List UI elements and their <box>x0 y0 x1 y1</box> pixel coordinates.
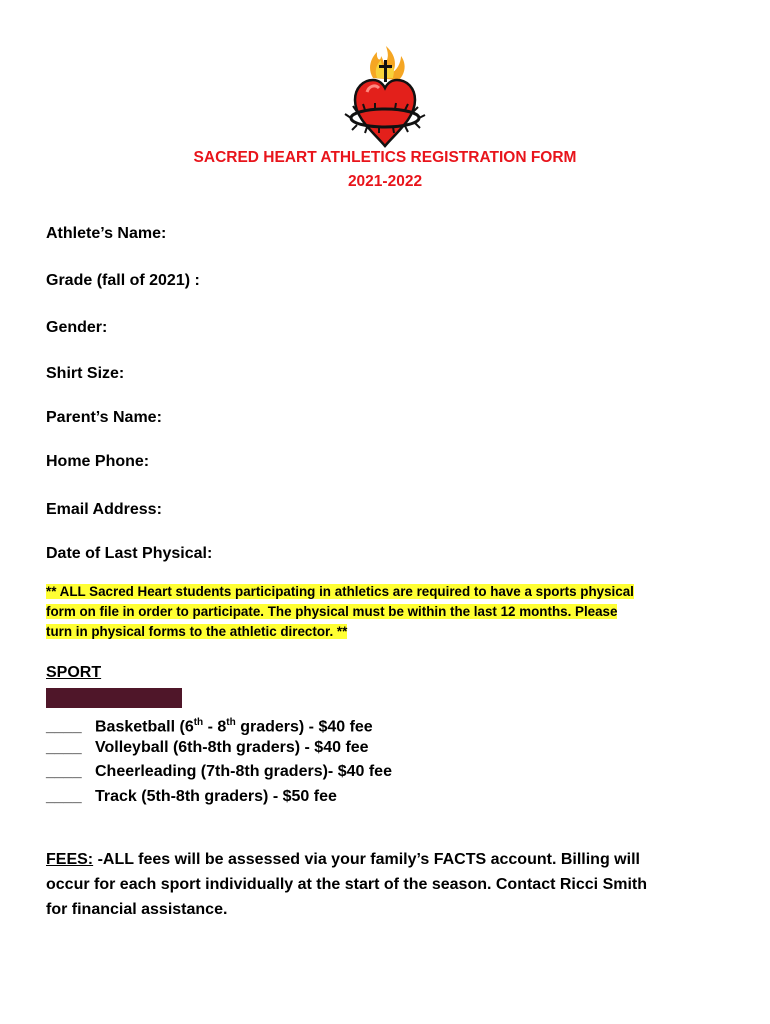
sport-heading: SPORT <box>46 664 102 681</box>
sacred-heart-icon <box>343 46 427 150</box>
sport-item-cheerleading <box>46 760 392 785</box>
gender-label: Gender: <box>46 319 108 336</box>
sport-checkbox-blank[interactable]: ____ <box>46 787 82 805</box>
fees-line-1: -ALL fees will be assessed via your family’s FACTS account. Billing will <box>93 851 640 868</box>
sport-checkbox-blank[interactable]: ____ <box>46 718 82 736</box>
sport-label: Cheerleading (7th-8th graders)- $40 fee <box>95 763 392 780</box>
sport-label-part: - 8 <box>203 718 227 736</box>
fees-line-3: for financial assistance. <box>46 901 228 918</box>
ordinal-suffix: th <box>193 717 204 728</box>
sport-item-volleyball <box>46 736 392 761</box>
athlete-name-label: Athlete’s Name: <box>46 225 167 242</box>
sport-label-part: graders) - $40 fee <box>235 718 373 736</box>
sport-label: Track (5th-8th graders) - $50 fee <box>95 787 337 805</box>
sport-label: Volleyball (6th-8th graders) - $40 fee <box>95 738 369 756</box>
grade-label: Grade (fall of 2021) : <box>46 272 200 289</box>
last-physical-label: Date of Last Physical: <box>46 545 213 562</box>
sport-checkbox-blank[interactable]: ____ <box>46 763 82 780</box>
ordinal-suffix: th <box>226 717 236 728</box>
fees-paragraph <box>46 847 736 922</box>
home-phone-label: Home Phone: <box>46 453 150 470</box>
parent-name-label: Parent’s Name: <box>46 409 162 426</box>
notice-line-1: ** ALL Sacred Heart students participating in athletics are required to have a sports physical <box>46 584 634 599</box>
physical-notice <box>46 582 726 642</box>
sport-list <box>46 711 392 809</box>
shirt-size-label: Shirt Size: <box>46 365 125 382</box>
email-address-label: Email Address: <box>46 501 162 518</box>
form-title: SACRED HEART ATHLETICS REGISTRATION FORM <box>193 149 577 166</box>
sport-item-basketball <box>46 711 392 736</box>
fees-label: FEES: <box>46 851 94 868</box>
sport-item-track <box>46 785 392 810</box>
sport-checkbox-blank[interactable]: ____ <box>46 738 82 756</box>
notice-line-3: turn in physical forms to the athletic director. ** <box>46 624 348 639</box>
form-year: 2021-2022 <box>347 173 423 190</box>
sport-label-part: Basketball (6 <box>95 718 194 736</box>
notice-line-2: form on file in order to participate. The physical must be within the last 12 months. Please <box>46 604 618 619</box>
fees-line-2: occur for each sport individually at the start of the season. Contact Ricci Smith <box>46 876 648 893</box>
section-bar <box>46 688 182 708</box>
